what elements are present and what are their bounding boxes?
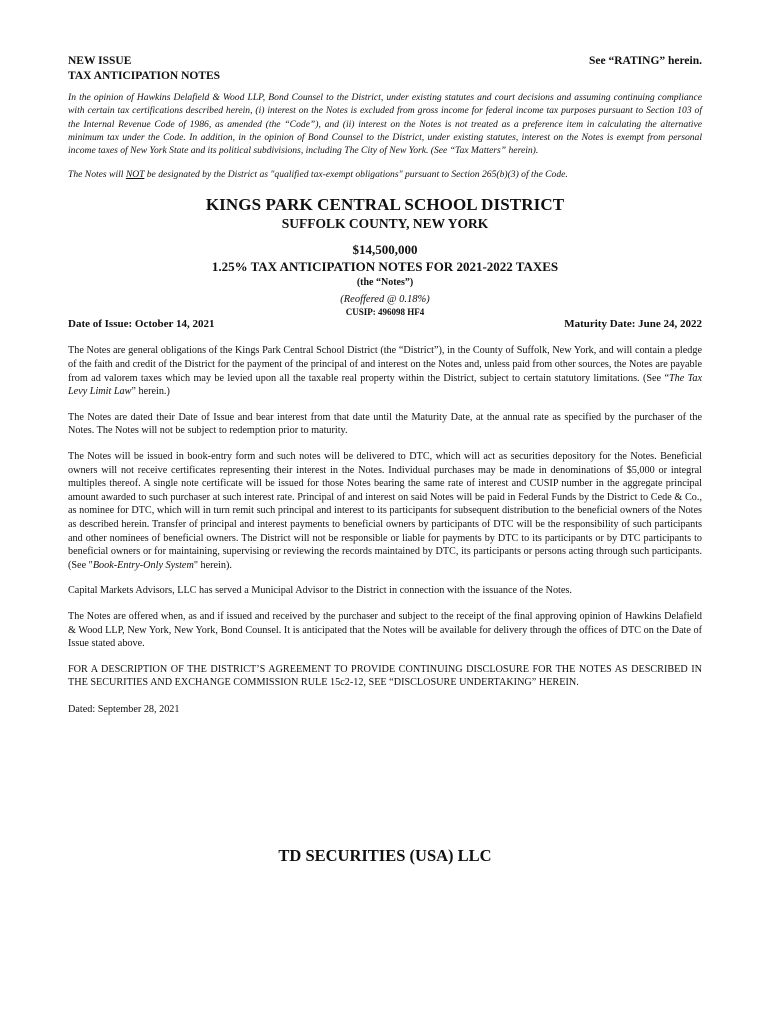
issue-labels	[68, 54, 220, 84]
book-entry-end: " herein).	[193, 559, 232, 571]
paragraph-disclosure: FOR A DESCRIPTION OF THE DISTRICT’S AGREEMENT TO PROVIDE CONTINUING DISCLOSURE FOR THE NOTES AS DESCRIBED IN THE SECURITIES AND EXCHANGE COMMISSION RULE 15c2-12, SEE “DISCLOSURE UNDERTAKING” HEREIN.	[68, 663, 702, 689]
official-statement-cover	[68, 54, 702, 717]
designation-before: The Notes will	[68, 169, 126, 181]
book-entry-reference: Book-Entry-Only System	[92, 559, 194, 571]
notes-type-label: TAX ANTICIPATION NOTES	[68, 70, 221, 82]
new-issue-label: NEW ISSUE	[68, 55, 132, 67]
notes-alias: (the “Notes”)	[356, 277, 414, 289]
bond-counsel-opinion: In the opinion of Hawkins Delafield & Wood LLP, Bond Counsel to the District, under existing statutes and court decisions and assuming continuing compliance with certain tax certifications described herein, (i) interest on the Notes is excluded from gross income for federal income tax purposes pursuant to Section 103 of the Internal Revenue Code of 1986, as amended (the “Code”), and (ii) interest on the Notes is not treated as a preference item in calculating the alternative minimum tax under the Code. In addition, in the opinion of Bond Counsel to the District, under existing statutes, interest on the Notes is exempt from personal income taxes of New York State and its political subdivisions, including The City of New York. (See “Tax Matters” herein).	[68, 92, 702, 157]
rating-reference: See “RATING” herein.	[589, 55, 702, 67]
dates-row	[68, 307, 702, 331]
obligations-text: The Notes are general obligations of the Kings Park Central School District (the “District”), in the County of Suffolk, New York, and will contain a pledge of the faith and credit of the District for the payment of the principal of and interest on the Notes and, unless paid from other sources, the Notes are payable from ad valorem taxes which may be levied upon all the taxable real property within the District, subject to certain statutory limitations. (See “	[68, 345, 702, 384]
designation-after: be designated by the District as "qualified tax-exempt obligations" pursuant to Section 265(b)(3) of the Code.	[144, 169, 568, 181]
principal-amount: $14,500,000	[352, 242, 418, 258]
designation-statement	[68, 168, 702, 181]
date-of-issue: Date of Issue: October 14, 2021	[68, 318, 215, 331]
reoffered-yield: (Reoffered @ 0.18%)	[340, 294, 430, 306]
dated-line: Dated: September 28, 2021	[68, 703, 180, 715]
paragraph-municipal-advisor: Capital Markets Advisors, LLC has served a Municipal Advisor to the District in connection with the issuance of the Notes.	[68, 585, 572, 597]
paragraph-dated-interest: The Notes are dated their Date of Issue and bear interest from that date until the Maturity Date, at the annual rate as specified by the purchaser of the Notes. The Notes will not be subject to redemption prior to maturity.	[68, 411, 702, 437]
cover-header	[68, 54, 702, 84]
paragraph-book-entry	[68, 450, 702, 572]
notes-title: 1.25% TAX ANTICIPATION NOTES FOR 2021-2022 TAXES	[211, 259, 559, 275]
paragraph-obligations	[68, 344, 702, 398]
paragraph-offering: The Notes are offered when, as and if issued and received by the purchaser and subject to the receipt of the final approving opinion of Hawkins Delafield & Wood LLP, New York, New York, Bond Counsel. It is anticipated that the Notes will be available for delivery through the offices of DTC on the Date of Issue stated above.	[68, 610, 702, 650]
district-name: KINGS PARK CENTRAL SCHOOL DISTRICT	[205, 195, 565, 215]
obligations-end: ” herein.)	[131, 386, 170, 398]
underwriter-name: TD SECURITIES (USA) LLC	[278, 846, 492, 865]
cusip-number: CUSIP: 496098 HF4	[345, 307, 425, 318]
maturity-date: Maturity Date: June 24, 2022	[564, 318, 702, 331]
tax-levy-reference: The Tax Levy Limit Law	[68, 372, 702, 398]
county-name: SUFFOLK COUNTY, NEW YORK	[281, 216, 489, 232]
designation-not: NOT	[125, 169, 145, 181]
book-entry-text: The Notes will be issued in book-entry form and such notes will be delivered to DTC, which will act as securities depository for the Notes. Beneficial owners will not receive certificates representing their interest in the Notes. Individual purchases may be made in denominations of $5,000 or integral multiples thereof. A single note certificate will be issued for those Notes bearing the same rate of interest and CUSIP number in the aggregate principal amount awarded to such purchaser at such interest rate. Principal of and interest on said Notes will be paid in Federal Funds by the District to Cede & Co., as nominee for DTC, which will in turn remit such principal and interest to its participants for subsequent distribution to the beneficial owners of the Notes as described herein. Transfer of principal and interest payments to beneficial owners by participants of DTC will be the responsibility of such participants and other nominees of beneficial owners. The District will not be responsible or liable for payments by DTC to its participants or by DTC participants to beneficial owners or for maintaining, supervising or reviewing the records maintained by DTC, its participants or persons acting through such participants. (See "	[68, 451, 702, 571]
